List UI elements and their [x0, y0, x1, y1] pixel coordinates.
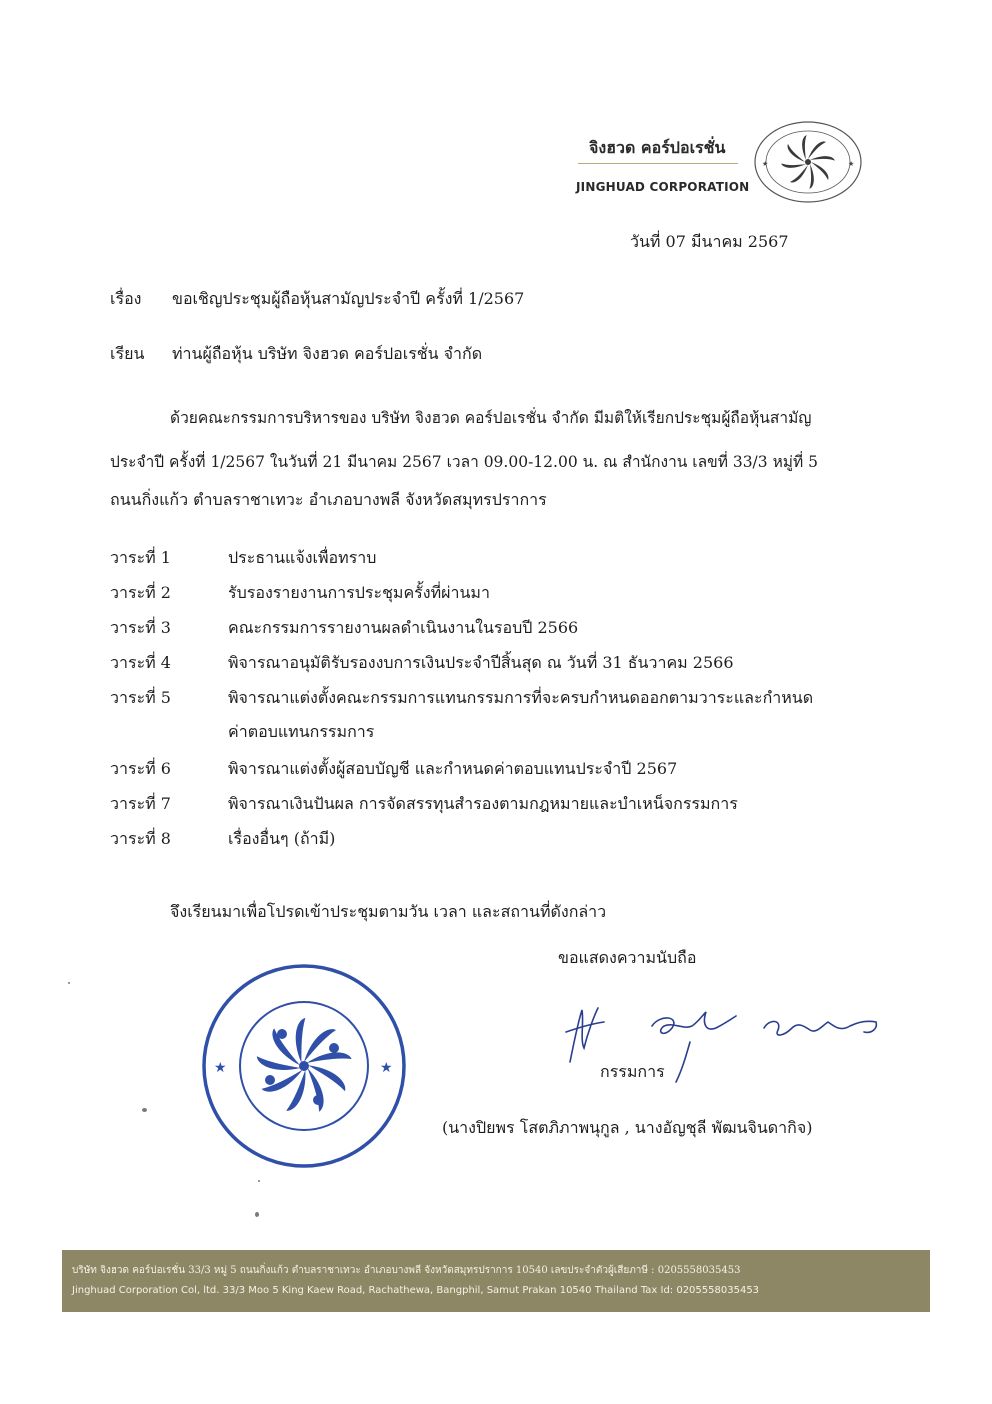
closing-text: จึงเรียนมาเพื่อโปรดเข้าประชุมตามวัน เวลา และสถานที่ดังกล่าว	[170, 902, 607, 921]
footer-bar	[62, 1250, 930, 1312]
signatory-title: กรรมการ	[600, 1062, 665, 1081]
company-logo	[752, 120, 864, 204]
body-line-1: ด้วยคณะกรรมการบริหารของ บริษัท จิงฮวด คอร์ปอเรชั่น จำกัด มีมติให้เรียกประชุมผู้ถือหุ้นสามัญ	[170, 409, 812, 427]
agenda-item: พิจารณาแต่งตั้งคณะกรรมการแทนกรรมการที่จะครบกำหนดออกตามวาระและกำหนด	[228, 688, 814, 707]
footer-address-thai: บริษัท จิงฮวด คอร์ปอเรชั่น 33/3 หมู่ 5 ถนนกิ่งแก้ว ตำบลราชาเทวะ อำเภอบางพลี จังหวัดสมุทรปราการ 10540 เลขประจำตัวผู้เสียภาษี : 0205558035453	[72, 1265, 741, 1276]
svg-text:★: ★	[848, 160, 855, 168]
company-name-english: JINGHUAD CORPORATION	[576, 180, 750, 194]
svg-text:★: ★	[380, 1060, 393, 1076]
scan-speck	[255, 1212, 259, 1217]
footer-address-english: Jinghuad Corporation Col, ltd. 33/3 Moo 5 King Kaew Road, Rachathewa, Bangphil, Samut Prakan 10540 Thailand Tax Id: 0205558035453	[72, 1285, 760, 1296]
agenda-item: รับรองรายงานการประชุมครั้งที่ผ่านมา	[228, 583, 490, 602]
body-line-3: ถนนกิ่งแก้ว ตำบลราชาเทวะ อำเภอบางพลี จังหวัดสมุทรปราการ	[110, 490, 547, 509]
scan-speck	[142, 1108, 147, 1112]
letterhead-divider	[578, 163, 738, 164]
agenda-number: วาระที่ 1	[110, 548, 171, 567]
recipient-text: ท่านผู้ถือหุ้น บริษัท จิงฮวด คอร์ปอเรชั่น จำกัด	[172, 344, 483, 363]
body-line-2: ประจำปี ครั้งที่ 1/2567 ในวันที่ 21 มีนาคม 2567 เวลา 09.00-12.00 น. ณ สำนักงาน เลขที่ 33/3 หมู่ที่ 5	[110, 453, 819, 471]
svg-text:★: ★	[762, 160, 769, 168]
agenda-item: พิจารณาแต่งตั้งผู้สอบบัญชี และกำหนดค่าตอบแทนประจำปี 2567	[228, 759, 678, 778]
company-seal	[200, 962, 408, 1170]
scan-speck	[68, 982, 70, 984]
scan-speck	[258, 1180, 260, 1182]
agenda-number: วาระที่ 7	[110, 794, 171, 813]
svg-text:★: ★	[214, 1060, 227, 1076]
agenda-number: วาระที่ 3	[110, 618, 171, 637]
recipient-label: เรียน	[110, 344, 145, 363]
agenda-number: วาระที่ 8	[110, 829, 171, 848]
subject-label: เรื่อง	[110, 289, 142, 308]
regards-text: ขอแสดงความนับถือ	[558, 948, 697, 967]
agenda-item: เรื่องอื่นๆ (ถ้ามี)	[228, 829, 336, 848]
agenda-item: พิจารณาอนุมัติรับรองงบการเงินประจำปีสิ้นสุด ณ วันที่ 31 ธันวาคม 2566	[228, 653, 734, 672]
letter-date: วันที่ 07 มีนาคม 2567	[630, 232, 789, 251]
agenda-number: วาระที่ 2	[110, 583, 171, 602]
signatory-names: (นางปิยพร โสตภิภาพนุกูล , นางอัญชุลี พัฒนจินดากิจ)	[442, 1118, 813, 1137]
agenda-item: คณะกรรมการรายงานผลดำเนินงานในรอบปี 2566	[228, 618, 579, 637]
agenda-item-continuation: ค่าตอบแทนกรรมการ	[228, 722, 375, 741]
agenda-number: วาระที่ 5	[110, 688, 171, 707]
agenda-item: ประธานแจ้งเพื่อทราบ	[228, 548, 377, 567]
agenda-item: พิจารณาเงินปันผล การจัดสรรทุนสำรองตามกฎหมายและบำเหน็จกรรมการ	[228, 794, 738, 813]
subject-text: ขอเชิญประชุมผู้ถือหุ้นสามัญประจำปี ครั้งที่ 1/2567	[172, 289, 525, 308]
agenda-number: วาระที่ 4	[110, 653, 171, 672]
agenda-number: วาระที่ 6	[110, 759, 171, 778]
company-name-thai: จิงฮวด คอร์ปอเรชั่น	[589, 138, 726, 157]
